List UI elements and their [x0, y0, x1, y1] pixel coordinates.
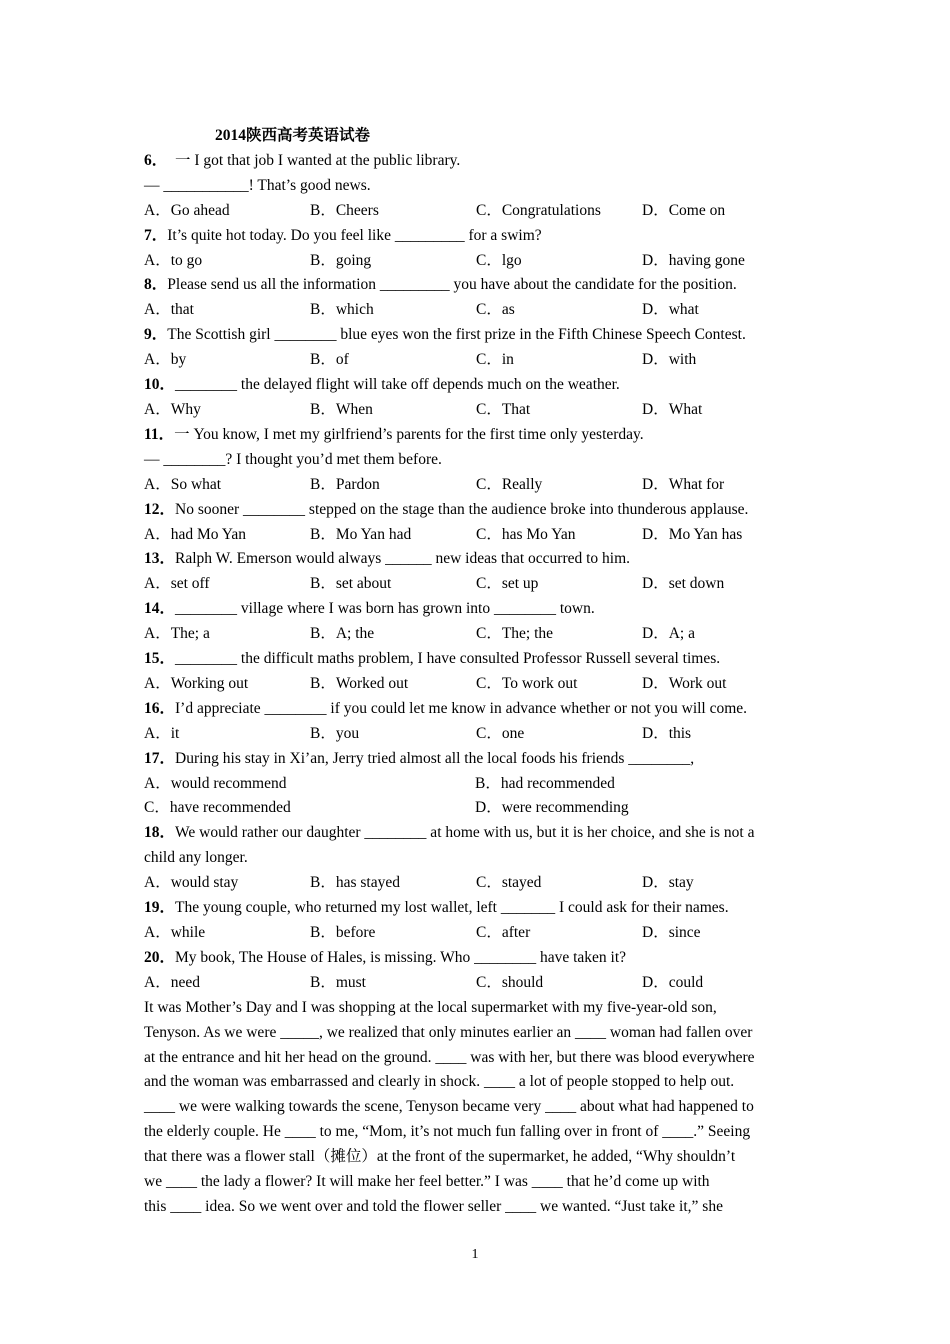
question-text: 一 You know, I met my girlfriend’s parents for the first time only yesterday.: [174, 425, 644, 443]
option-row: [144, 199, 809, 224]
question-number: 15．: [144, 650, 176, 668]
answer-option: B．Worked out: [310, 674, 409, 692]
answer-option: B．of: [310, 351, 349, 369]
option-row: [144, 473, 809, 498]
answer-option: A．So what: [144, 475, 222, 493]
question-number: 14．: [144, 600, 176, 618]
answer-option: D．stay: [642, 874, 694, 892]
answer-option: B．When: [310, 400, 373, 418]
option-row: [144, 298, 809, 323]
answer-option: B．set about: [310, 575, 392, 593]
answer-option: B．Cheers: [310, 201, 379, 219]
question-line: [144, 373, 809, 398]
question-line: [144, 224, 809, 249]
question-line: [144, 498, 809, 523]
answer-option: A．Go ahead: [144, 201, 230, 219]
answer-option: A．would recommend: [144, 774, 287, 792]
answer-option: D．set down: [642, 575, 725, 593]
question-text: child any longer.: [144, 849, 248, 867]
question-text: ________ the difficult maths problem, I have consulted Professor Russell several times.: [175, 650, 721, 668]
answer-option: D．Come on: [642, 201, 726, 219]
question-line: [144, 448, 809, 473]
answer-option: C．as: [476, 301, 515, 319]
option-row: [144, 921, 809, 946]
answer-option: D．Work out: [642, 674, 727, 692]
option-row: [144, 871, 809, 896]
option-row: [144, 249, 809, 274]
answer-option: A．it: [144, 724, 180, 742]
question-text: 一 I got that job I wanted at the public library.: [159, 151, 461, 169]
option-row: [144, 398, 809, 423]
answer-option: D．could: [642, 973, 704, 991]
answer-option: C．have recommended: [144, 799, 291, 817]
answer-option: C．after: [476, 924, 531, 941]
answer-option: D．A; a: [642, 625, 695, 643]
answer-option: C．Really: [476, 475, 543, 493]
passage-line: It was Mother’s Day and I was shopping at the local supermarket with my five-year-old son,: [144, 998, 717, 1016]
answer-option: D．What: [642, 400, 703, 418]
question-text: ________ village where I was born has grown into ________ town.: [175, 600, 595, 618]
question-number: 9．: [144, 326, 168, 344]
answer-option: A．The; a: [144, 625, 210, 643]
answer-option: A．had Mo Yan: [144, 525, 247, 543]
option-row: [144, 722, 809, 747]
passage-line: at the entrance and hit her head on the ground. ____ was with her, but there was blood everywhere: [144, 1048, 755, 1066]
question-text: No sooner ________ stepped on the stage than the audience broke into thunderous applause.: [175, 500, 749, 518]
option-row: [144, 523, 809, 548]
question-number: 17．: [144, 749, 176, 767]
question-line: [144, 323, 809, 348]
question-number: 16．: [144, 699, 176, 717]
option-row: [144, 348, 809, 373]
question-number: 20．: [144, 948, 176, 966]
answer-option: B．A; the: [310, 625, 375, 643]
exam-content: [144, 124, 809, 1220]
answer-option: D．having gone: [642, 251, 745, 269]
option-row: [144, 672, 809, 697]
answer-option: C．one: [476, 724, 525, 742]
passage-line: this ____ idea. So we went over and told the flower seller ____ we wanted. “Just take it,” she: [144, 1197, 723, 1215]
answer-option: A．that: [144, 301, 194, 319]
question-line: [144, 846, 809, 871]
question-text: I’d appreciate ________ if you could let me know in advance whether or not you will come.: [175, 699, 748, 717]
answer-option: D．Mo Yan has: [642, 525, 743, 543]
answer-option: B．you: [310, 724, 360, 742]
question-text: During his stay in Xi’an, Jerry tried almost all the local foods his friends ________,: [175, 749, 695, 767]
answer-option: C．lgo: [476, 251, 522, 269]
answer-option: D．what: [642, 301, 699, 319]
question-line: [144, 946, 809, 971]
option-row: [144, 796, 809, 821]
option-row: [144, 971, 809, 996]
answer-option: C．in: [476, 351, 514, 369]
answer-option: B．before: [310, 924, 376, 941]
option-row: [144, 622, 809, 647]
answer-option: B．Pardon: [310, 475, 380, 493]
page-number: 1: [471, 1247, 479, 1262]
answer-option: A．by: [144, 351, 187, 369]
answer-option: B．must: [310, 973, 366, 991]
cloze-passage: [144, 996, 809, 1220]
question-text: The young couple, who returned my lost wallet, left _______ I could ask for their names.: [175, 899, 729, 917]
question-line: [144, 149, 809, 174]
answer-option: C．has Mo Yan: [476, 525, 576, 543]
option-row: [144, 572, 809, 597]
answer-option: C．To work out: [476, 674, 578, 692]
answer-option: C．Congratulations: [476, 201, 601, 219]
question-number: 19．: [144, 899, 176, 917]
passage-line: that there was a flower stall（摊位）at the front of the supermarket, he added, “Why shouldn’t: [144, 1148, 736, 1166]
answer-option: A．would stay: [144, 874, 239, 892]
question-line: [144, 273, 809, 298]
passage-line: we ____ the lady a flower? It will make her feel better.” I was ____ that he’d come up with: [144, 1173, 710, 1191]
passage-line: and the woman was embarrassed and clearly in shock. ____ a lot of people stopped to help out.: [144, 1073, 735, 1091]
question-number: 12．: [144, 500, 176, 518]
question-number: 6．: [144, 151, 160, 169]
question-line: [144, 697, 809, 722]
answer-option: D．this: [642, 724, 692, 742]
question-line: [144, 597, 809, 622]
answer-option: C．should: [476, 973, 544, 991]
page-title: 2014陕西高考英语试卷: [215, 127, 371, 144]
answer-option: B．has stayed: [310, 874, 400, 892]
answer-option: D．were recommending: [475, 799, 629, 817]
question-list: [144, 149, 809, 996]
question-text: — ________? I thought you’d met them before.: [144, 450, 442, 468]
answer-option: C．stayed: [476, 874, 542, 892]
answer-option: C．That: [476, 400, 531, 418]
question-text: — ___________! That’s good news.: [144, 176, 371, 194]
question-text: ________ the delayed flight will take off depends much on the weather.: [175, 376, 620, 394]
answer-option: D．since: [642, 924, 701, 941]
answer-option: B．going: [310, 251, 372, 269]
answer-option: D．with: [642, 351, 697, 369]
question-line: [144, 747, 809, 772]
answer-option: B．had recommended: [475, 774, 615, 792]
question-text: We would rather our daughter ________ at home with us, but it is her choice, and she is not a: [175, 824, 755, 842]
answer-option: D．What for: [642, 475, 725, 493]
question-number: 7．: [144, 226, 168, 244]
answer-option: C．set up: [476, 575, 539, 593]
answer-option: B．which: [310, 301, 374, 319]
answer-option: A．need: [144, 973, 200, 991]
question-number: 10．: [144, 376, 176, 394]
answer-option: C．The; the: [476, 625, 554, 643]
question-line: [144, 174, 809, 199]
question-text: Please send us all the information _________ you have about the candidate for the position.: [167, 276, 737, 294]
passage-line: the elderly couple. He ____ to me, “Mom, it’s not much fun falling over in front of ____.” Seeing: [144, 1123, 751, 1141]
question-text: It’s quite hot today. Do you feel like _________ for a swim?: [167, 226, 542, 244]
question-line: [144, 647, 809, 672]
question-text: My book, The House of Hales, is missing. Who ________ have taken it?: [175, 948, 627, 966]
passage-line: Tenyson. As we were _____, we realized that only minutes earlier an ____ woman had fallen over: [144, 1023, 753, 1041]
question-number: 18．: [144, 824, 176, 842]
question-line: [144, 547, 809, 572]
question-number: 8．: [144, 276, 168, 294]
answer-option: A．Why: [144, 400, 201, 418]
question-line: [144, 896, 809, 921]
question-number: 13．: [144, 550, 176, 568]
answer-option: A．set off: [144, 575, 210, 593]
answer-option: B．Mo Yan had: [310, 525, 412, 543]
question-line: [144, 821, 809, 846]
answer-option: A．while: [144, 924, 206, 941]
answer-option: A．to go: [144, 251, 203, 269]
option-row: [144, 772, 809, 797]
answer-option: A．Working out: [144, 674, 249, 692]
passage-line: ____ we were walking towards the scene, Tenyson became very ____ about what had happened to: [144, 1098, 754, 1116]
question-number: 11．: [144, 425, 175, 443]
question-text: Ralph W. Emerson would always ______ new ideas that occurred to him.: [175, 550, 631, 568]
question-line: [144, 423, 809, 448]
question-text: The Scottish girl ________ blue eyes won the first prize in the Fifth Chinese Speech Contest.: [167, 326, 746, 344]
